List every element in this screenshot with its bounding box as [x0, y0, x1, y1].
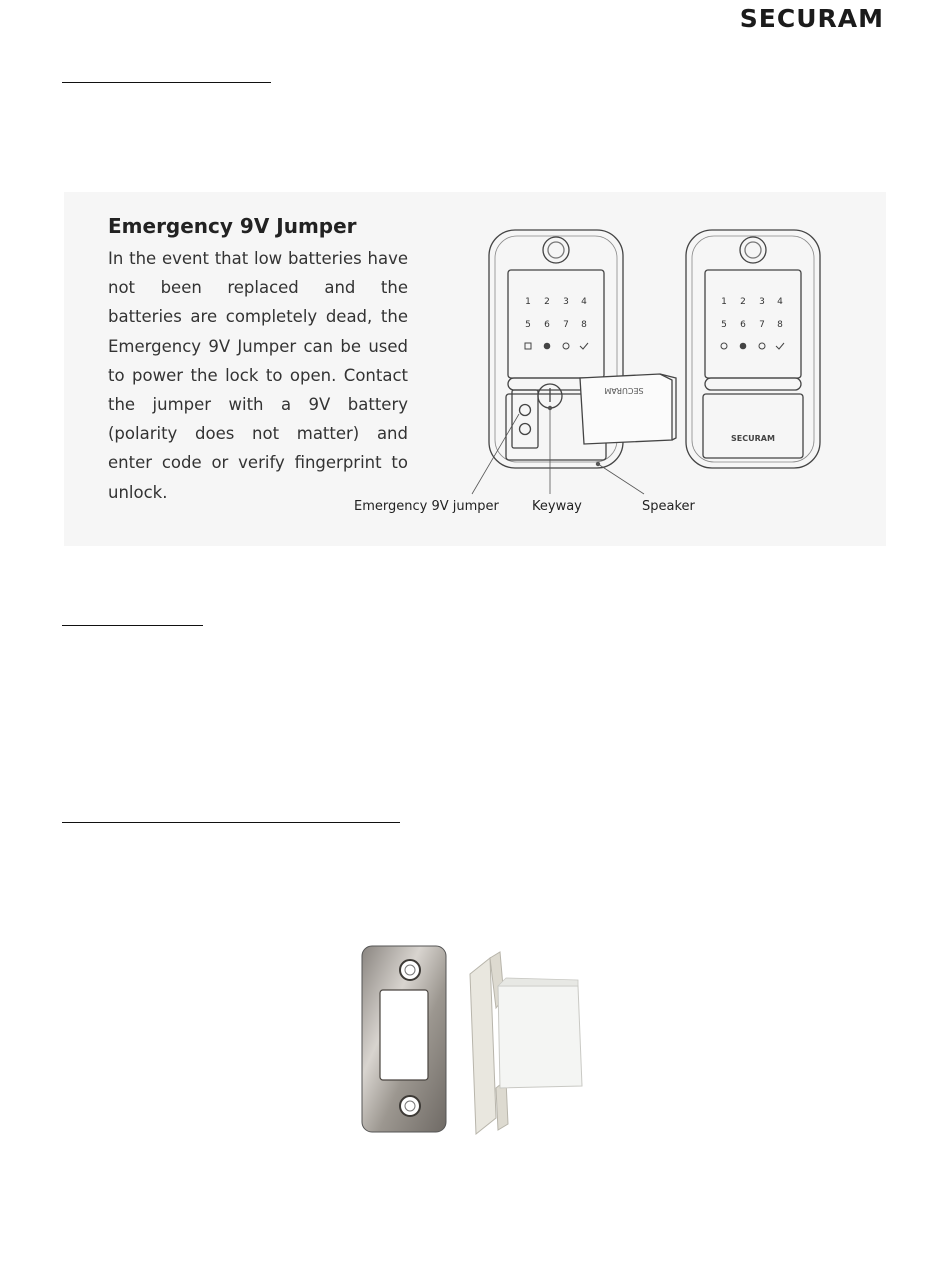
callout-emergency-jumper: Emergency 9V jumper: [354, 499, 499, 514]
keypad-digit: 2: [740, 297, 746, 307]
keypad-digit: 1: [525, 297, 531, 307]
section-heading-rule-2: [62, 625, 203, 626]
keypad-digit: 5: [721, 320, 727, 330]
brand-logo: SECURAM: [739, 4, 884, 33]
keypad-digit: 6: [544, 320, 550, 330]
keypad-right: [721, 297, 783, 330]
lock-illustration: [64, 192, 886, 546]
emergency-jumper-figure: [64, 192, 886, 546]
description-line: (polarity does not matter) and: [108, 424, 408, 444]
section-heading-rule-1: [62, 82, 271, 83]
strike-plate: [362, 946, 446, 1132]
callout-speaker: Speaker: [642, 499, 695, 514]
description-line: enter code or verify fingerprint to: [108, 453, 408, 473]
strike-box: [470, 952, 582, 1134]
description-line: to power the lock to open. Contact: [108, 365, 408, 385]
settings-icon: [721, 343, 727, 349]
keypad-digit: 8: [581, 320, 587, 330]
keypad-digit: 7: [759, 320, 765, 330]
settings-icon: [563, 343, 569, 349]
keypad-digit: 3: [759, 297, 765, 307]
figure-title: Emergency 9V Jumper: [108, 214, 357, 238]
description-line: batteries are completely dead, the: [108, 307, 408, 327]
lock-icon: [544, 343, 550, 349]
callout-keyway: Keyway: [532, 499, 582, 514]
description-line: In the event that low batteries have: [108, 249, 408, 268]
description-line: Emergency 9V Jumper can be used: [108, 336, 408, 356]
lock-closed-cover: [686, 230, 820, 468]
cover-brand-label: SECURAM: [731, 434, 775, 443]
keypad-left: [525, 297, 587, 330]
grid-icon: [525, 343, 531, 349]
keypad-digit: 7: [563, 320, 569, 330]
description-line: not been replaced and the: [108, 278, 408, 298]
lock-icon: [740, 343, 746, 349]
keypad-digit: 5: [525, 320, 531, 330]
check-icon: [776, 343, 784, 349]
section-heading-rule-3: [62, 822, 400, 823]
settings-icon: [759, 343, 765, 349]
keypad-digit: 4: [581, 297, 587, 307]
strike-plate-and-box-illustration: [360, 938, 600, 1138]
cover-brand-label: SECURAM: [604, 386, 644, 395]
keypad-left-function-icons: [525, 343, 588, 349]
keypad-digit: 3: [563, 297, 569, 307]
description-line: the jumper with a 9V battery: [108, 395, 408, 415]
keypad-digit: 6: [740, 320, 746, 330]
keypad-digit: 8: [777, 320, 783, 330]
keypad-right-function-icons: [721, 343, 784, 349]
keypad-digit: 1: [721, 297, 727, 307]
keypad-digit: 4: [777, 297, 783, 307]
keypad-digit: 2: [544, 297, 550, 307]
description-line: unlock.: [108, 482, 168, 502]
check-icon: [580, 343, 588, 349]
